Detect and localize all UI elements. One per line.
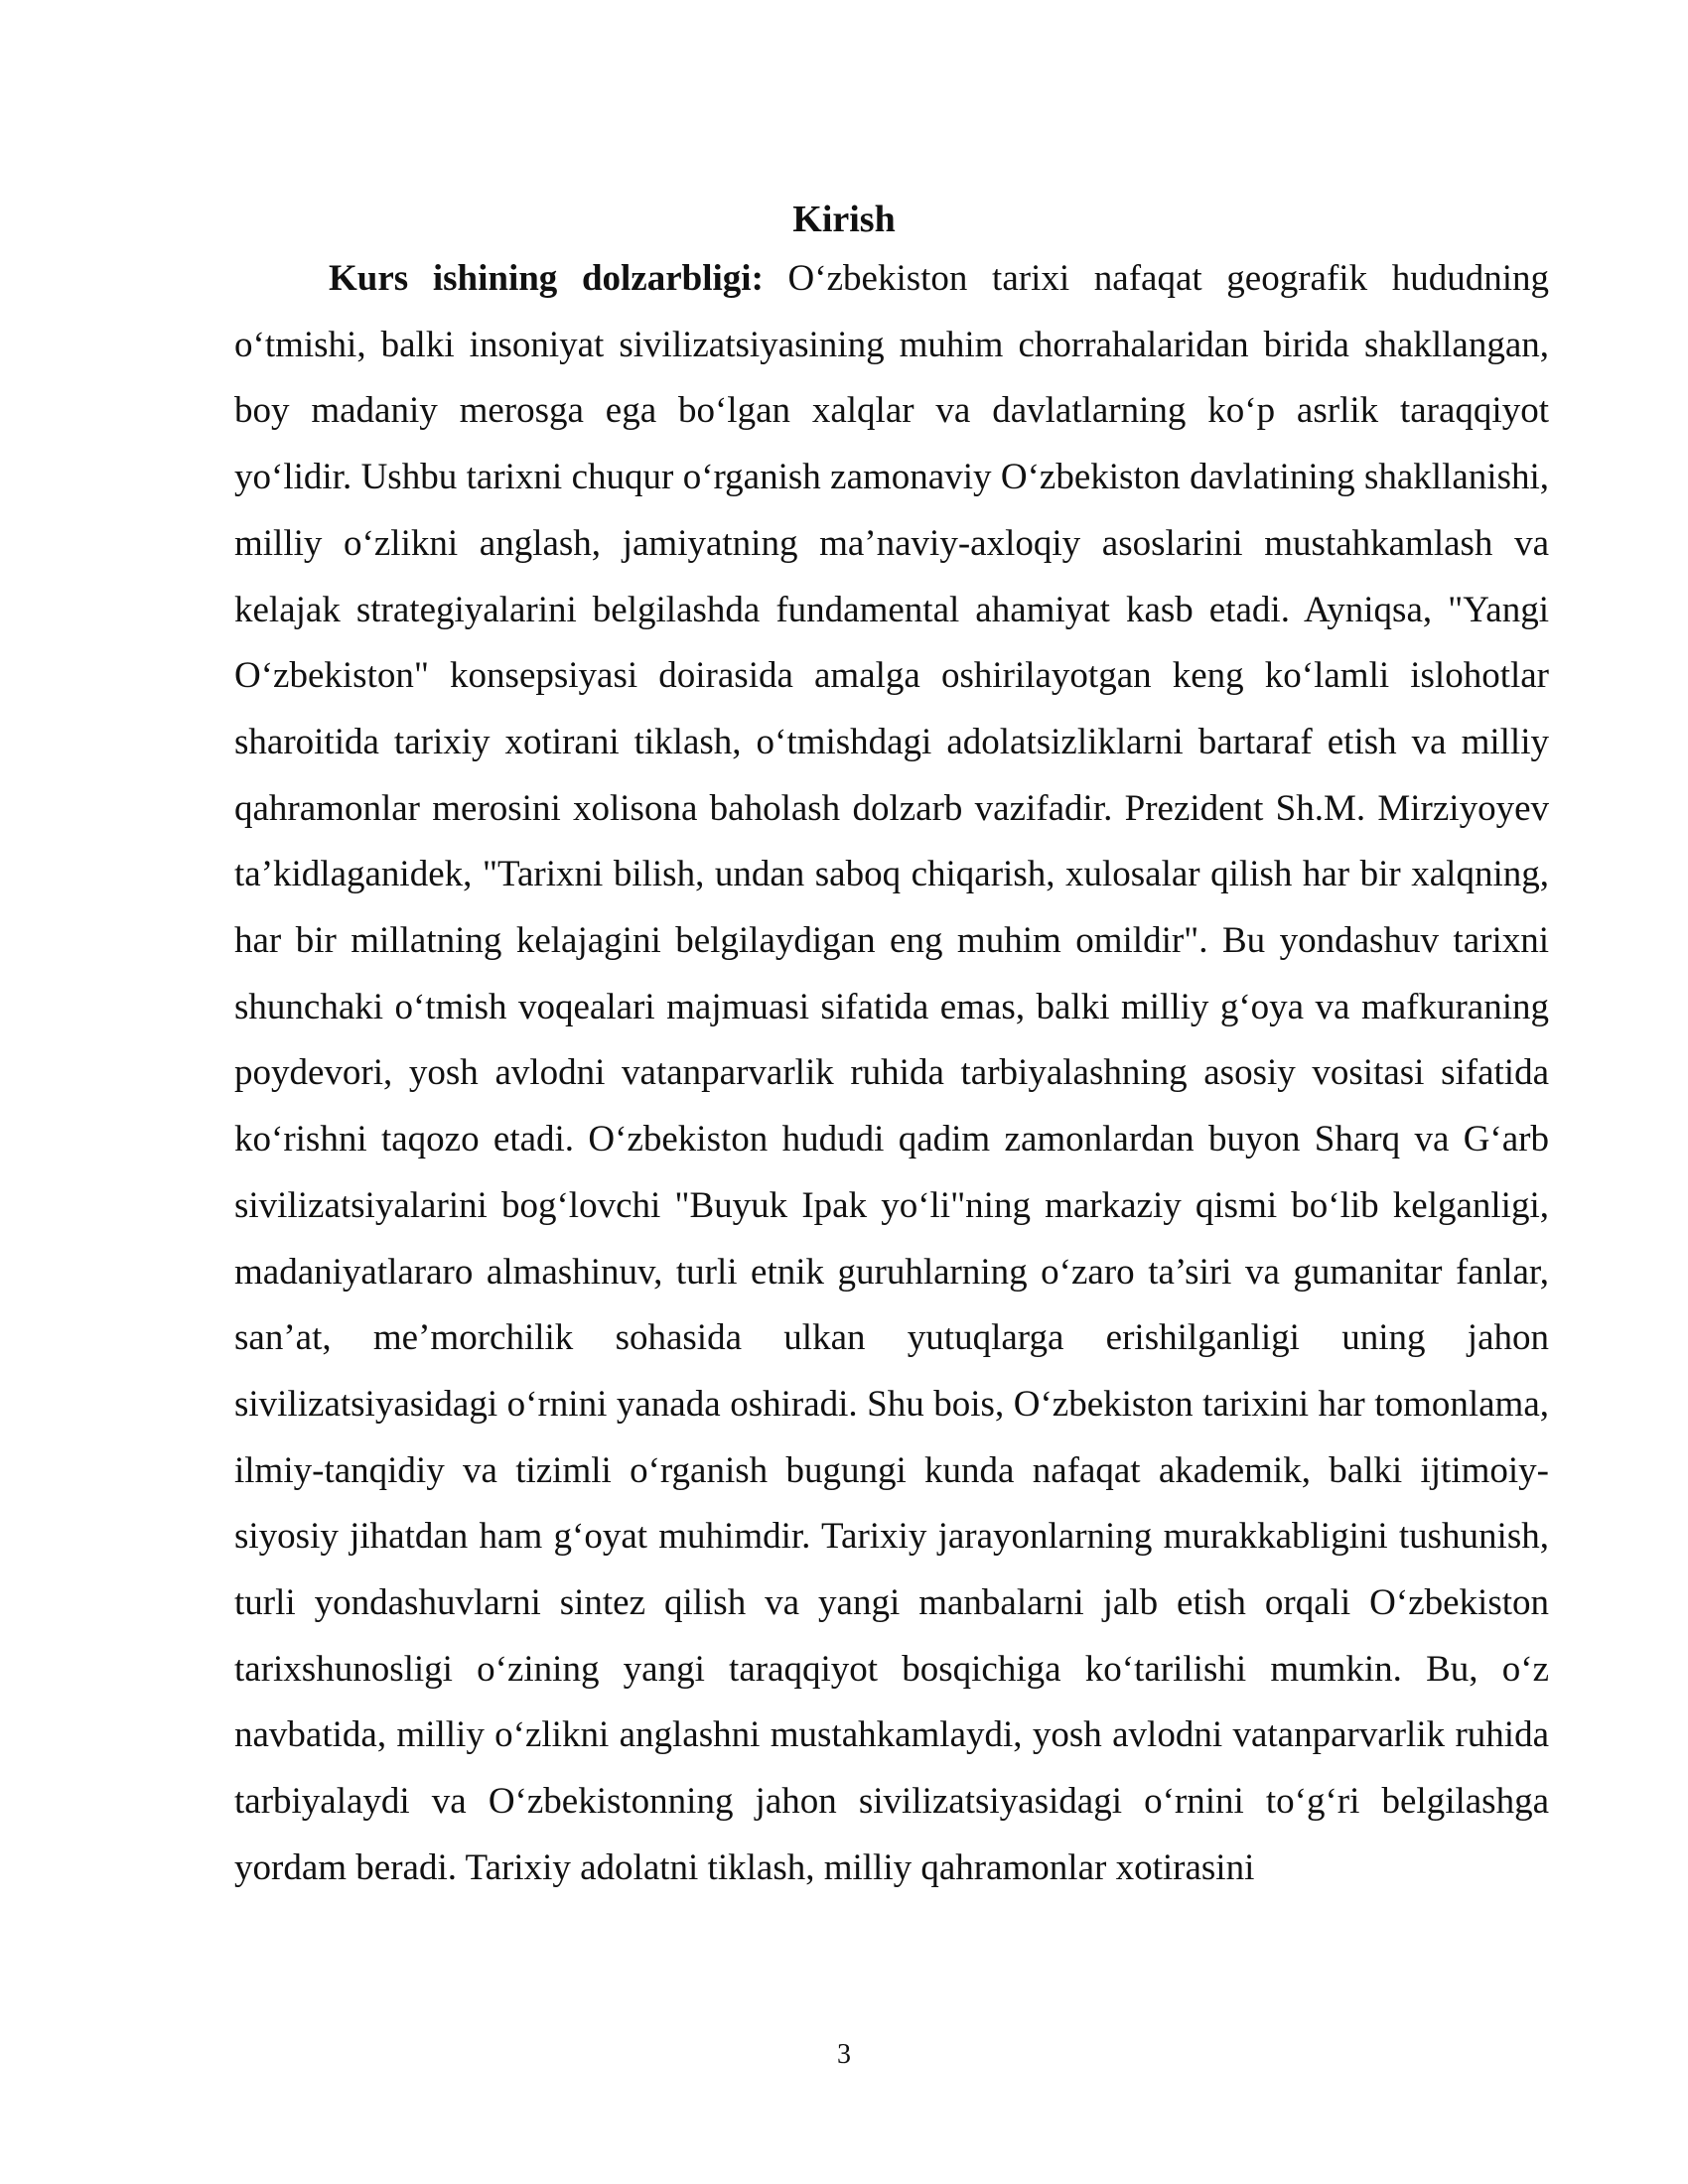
section-heading: Kirish xyxy=(792,199,896,240)
body-paragraph xyxy=(234,246,1549,1902)
page-number: 3 xyxy=(837,2039,851,2070)
paragraph-text: O‘zbekiston tarixi nafaqat geografik hududning o‘tmishi, balki insoniyat sivilizatsiyasining muhim chorrahalaridan birida shakllangan, boy madaniy merosga ega bo‘lgan xalqlar va davlatlarning ko‘p asrlik taraqqiyot yo‘lidir. Ushbu tarixni chuqur o‘rganish zamonaviy O‘zbekiston davlatining shakllanishi, milliy o‘zlikni anglash, jamiyatning ma’naviy-axloqiy asoslarini mustahkamlash va kelajak strategiyalarini belgilashda fundamental ahamiyat kasb etadi. Ayniqsa, "Yangi O‘zbekiston" konsepsiyasi doirasida amalga oshirilayotgan keng ko‘lamli islohotlar sharoitida tarixiy xotirani tiklash, o‘tmishdagi adolatsizliklarni bartaraf etish va milliy qahramonlar merosini xolisona baholash dolzarb vazifadir. Prezident Sh.M. Mirziyoyev ta’kidlaganidek, "Tarixni bilish, undan saboq chiqarish, xulosalar qilish har bir xalqning, har bir millatning kelajagini belgilaydigan eng muhim omildir". Bu yondashuv tarixni shunchaki o‘tmish voqealari majmuasi sifatida emas, balki milliy g‘oya va mafkuraning poydevori, yosh avlodni vatanparvarlik ruhida tarbiyalashning asosiy vositasi sifatida ko‘rishni taqozo etadi. O‘zbekiston hududi qadim zamonlardan buyon Sharq va G‘arb sivilizatsiyalarini bog‘lovchi "Buyuk Ipak yo‘li"ning markaziy qismi bo‘lib kelganligi, madaniyatlararo almashinuv, turli etnik guruhlarning o‘zaro ta’siri va gumanitar fanlar, san’at, me’morchilik sohasida ulkan yutuqlarga erishilganligi uning jahon sivilizatsiyasidagi o‘rnini yanada oshiradi. Shu bois, O‘zbekiston tarixini har tomonlama, ilmiy-tanqidiy va tizimli o‘rganish bugungi kunda nafaqat akademik, balki ijtimoiy-siyosiy jihatdan ham g‘oyat muhimdir. Tarixiy jarayonlarning murakkabligini tushunish, turli yondashuvlarni sintez qilish va yangi manbalarni jalb etish orqali O‘zbekiston tarixshunosligi o‘zining yangi taraqqiyot bosqichiga ko‘tarilishi mumkin. Bu, o‘z navbatida, milliy o‘zlikni anglashni mustahkamlaydi, yosh avlodni vatanparvarlik ruhida tarbiyalaydi va O‘zbekistonning jahon sivilizatsiyasidagi o‘rnini to‘g‘ri belgilashga yordam beradi. Tarixiy adolatni tiklash, milliy qahramonlar xotirasini xyxy=(234,258,1550,1888)
paragraph-lead: Kurs ishining dolzarbligi: xyxy=(329,258,764,299)
